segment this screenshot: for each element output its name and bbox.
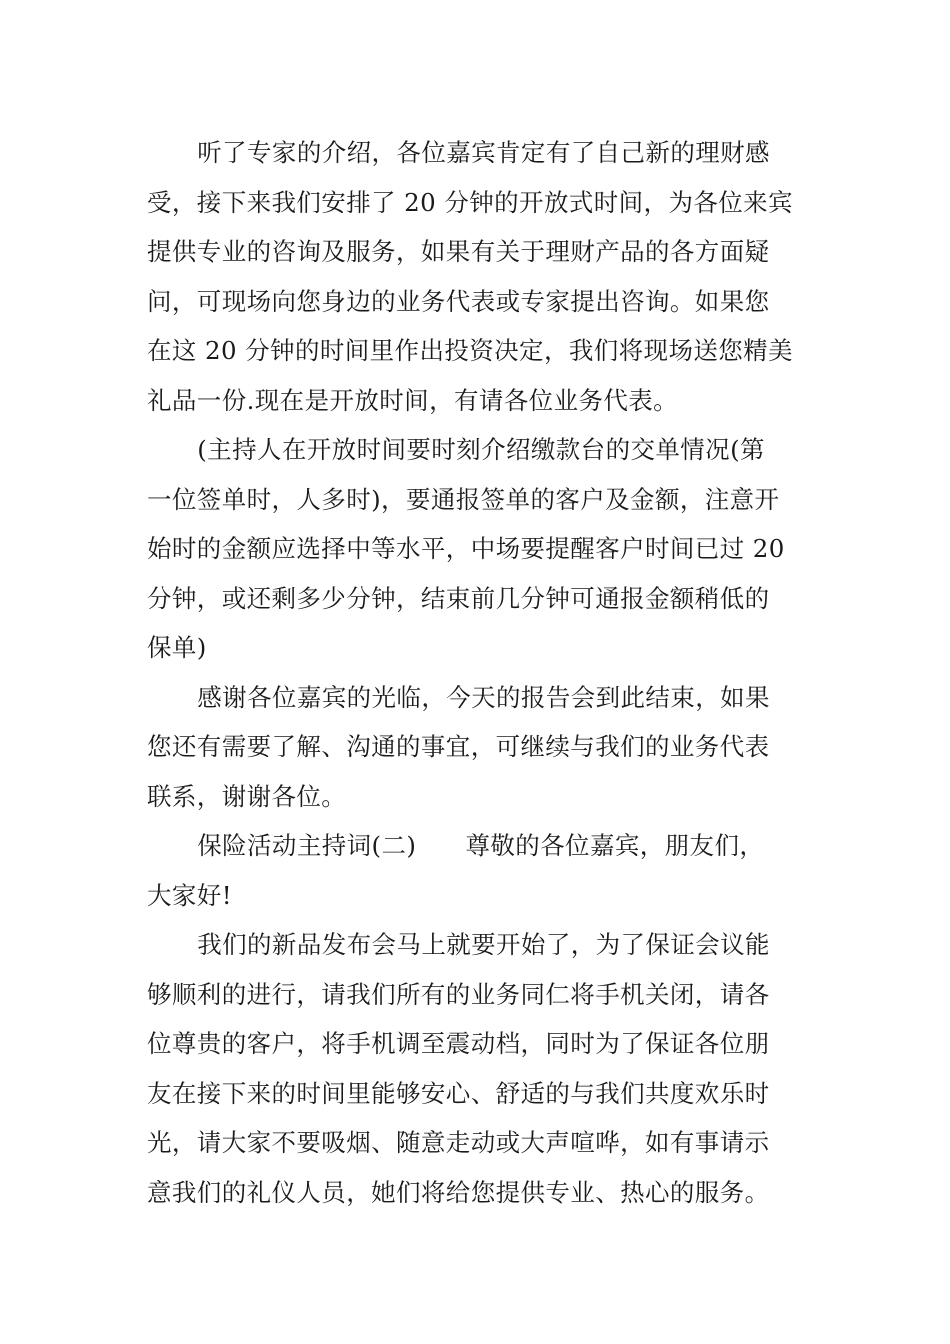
text-line: 礼品一份.现在是开放时间，有请各位业务代表。 xyxy=(147,385,679,415)
section-heading-line: 保险活动主持词(二) 尊敬的各位嘉宾，朋友们， xyxy=(197,831,765,860)
paragraph-open-session xyxy=(147,128,807,425)
text-line: (主持人在开放时间要时刻介绍缴款台的交单情况(第 xyxy=(197,435,765,464)
paragraph-launch-notice xyxy=(147,920,807,1217)
document-page xyxy=(147,128,807,1217)
text-line: 意我们的礼仪人员，她们将给您提供专业、热心的服务。 xyxy=(147,1177,770,1207)
text-line: 在这 20 分钟的时间里作出投资决定，我们将现场送您精美 xyxy=(147,336,793,365)
text-line: 感谢各位嘉宾的光临，今天的报告会到此结束，如果 xyxy=(197,682,770,712)
text-line: 大家好! xyxy=(147,880,232,910)
text-line: 我们的新品发布会马上就要开始了，为了保证会议能 xyxy=(197,930,770,959)
text-line: 问，可现场向您身边的业务代表或专家提出咨询。如果您 xyxy=(147,286,770,316)
text-line: 提供专业的咨询及服务，如果有关于理财产品的各方面疑 xyxy=(147,237,770,266)
paragraph-host-note xyxy=(147,425,807,673)
text-line: 友在接下来的时间里能够安心、舒适的与我们共度欢乐时 xyxy=(147,1078,770,1108)
text-line: 听了专家的介绍，各位嘉宾肯定有了自己新的理财感 xyxy=(197,138,770,167)
paragraph-section-two-greeting xyxy=(147,821,807,920)
text-line: 位尊贵的客户，将手机调至震动档，同时为了保证各位朋 xyxy=(147,1029,770,1058)
text-line: 光，请大家不要吸烟、随意走动或大声喧哗，如有事请示 xyxy=(147,1128,770,1157)
paragraph-closing-thanks xyxy=(147,673,807,822)
text-line: 您还有需要了解、沟通的事宜，可继续与我们的业务代表 xyxy=(147,732,770,761)
text-line: 始时的金额应选择中等水平，中场要提醒客户时间已过 20 xyxy=(147,534,785,563)
text-line: 分钟，或还剩多少分钟，结束前几分钟可通报金额稍低的 xyxy=(147,583,770,613)
text-line: 受，接下来我们安排了 20 分钟的开放式时间，为各位来宾 xyxy=(147,187,793,217)
text-line: 够顺利的进行，请我们所有的业务同仁将手机关闭，请各 xyxy=(147,979,770,1009)
text-line: 联系，谢谢各位。 xyxy=(147,781,347,811)
text-line: 一位签单时，人多时)，要通报签单的客户及金额，注意开 xyxy=(147,484,780,514)
text-line: 保单) xyxy=(147,633,207,662)
